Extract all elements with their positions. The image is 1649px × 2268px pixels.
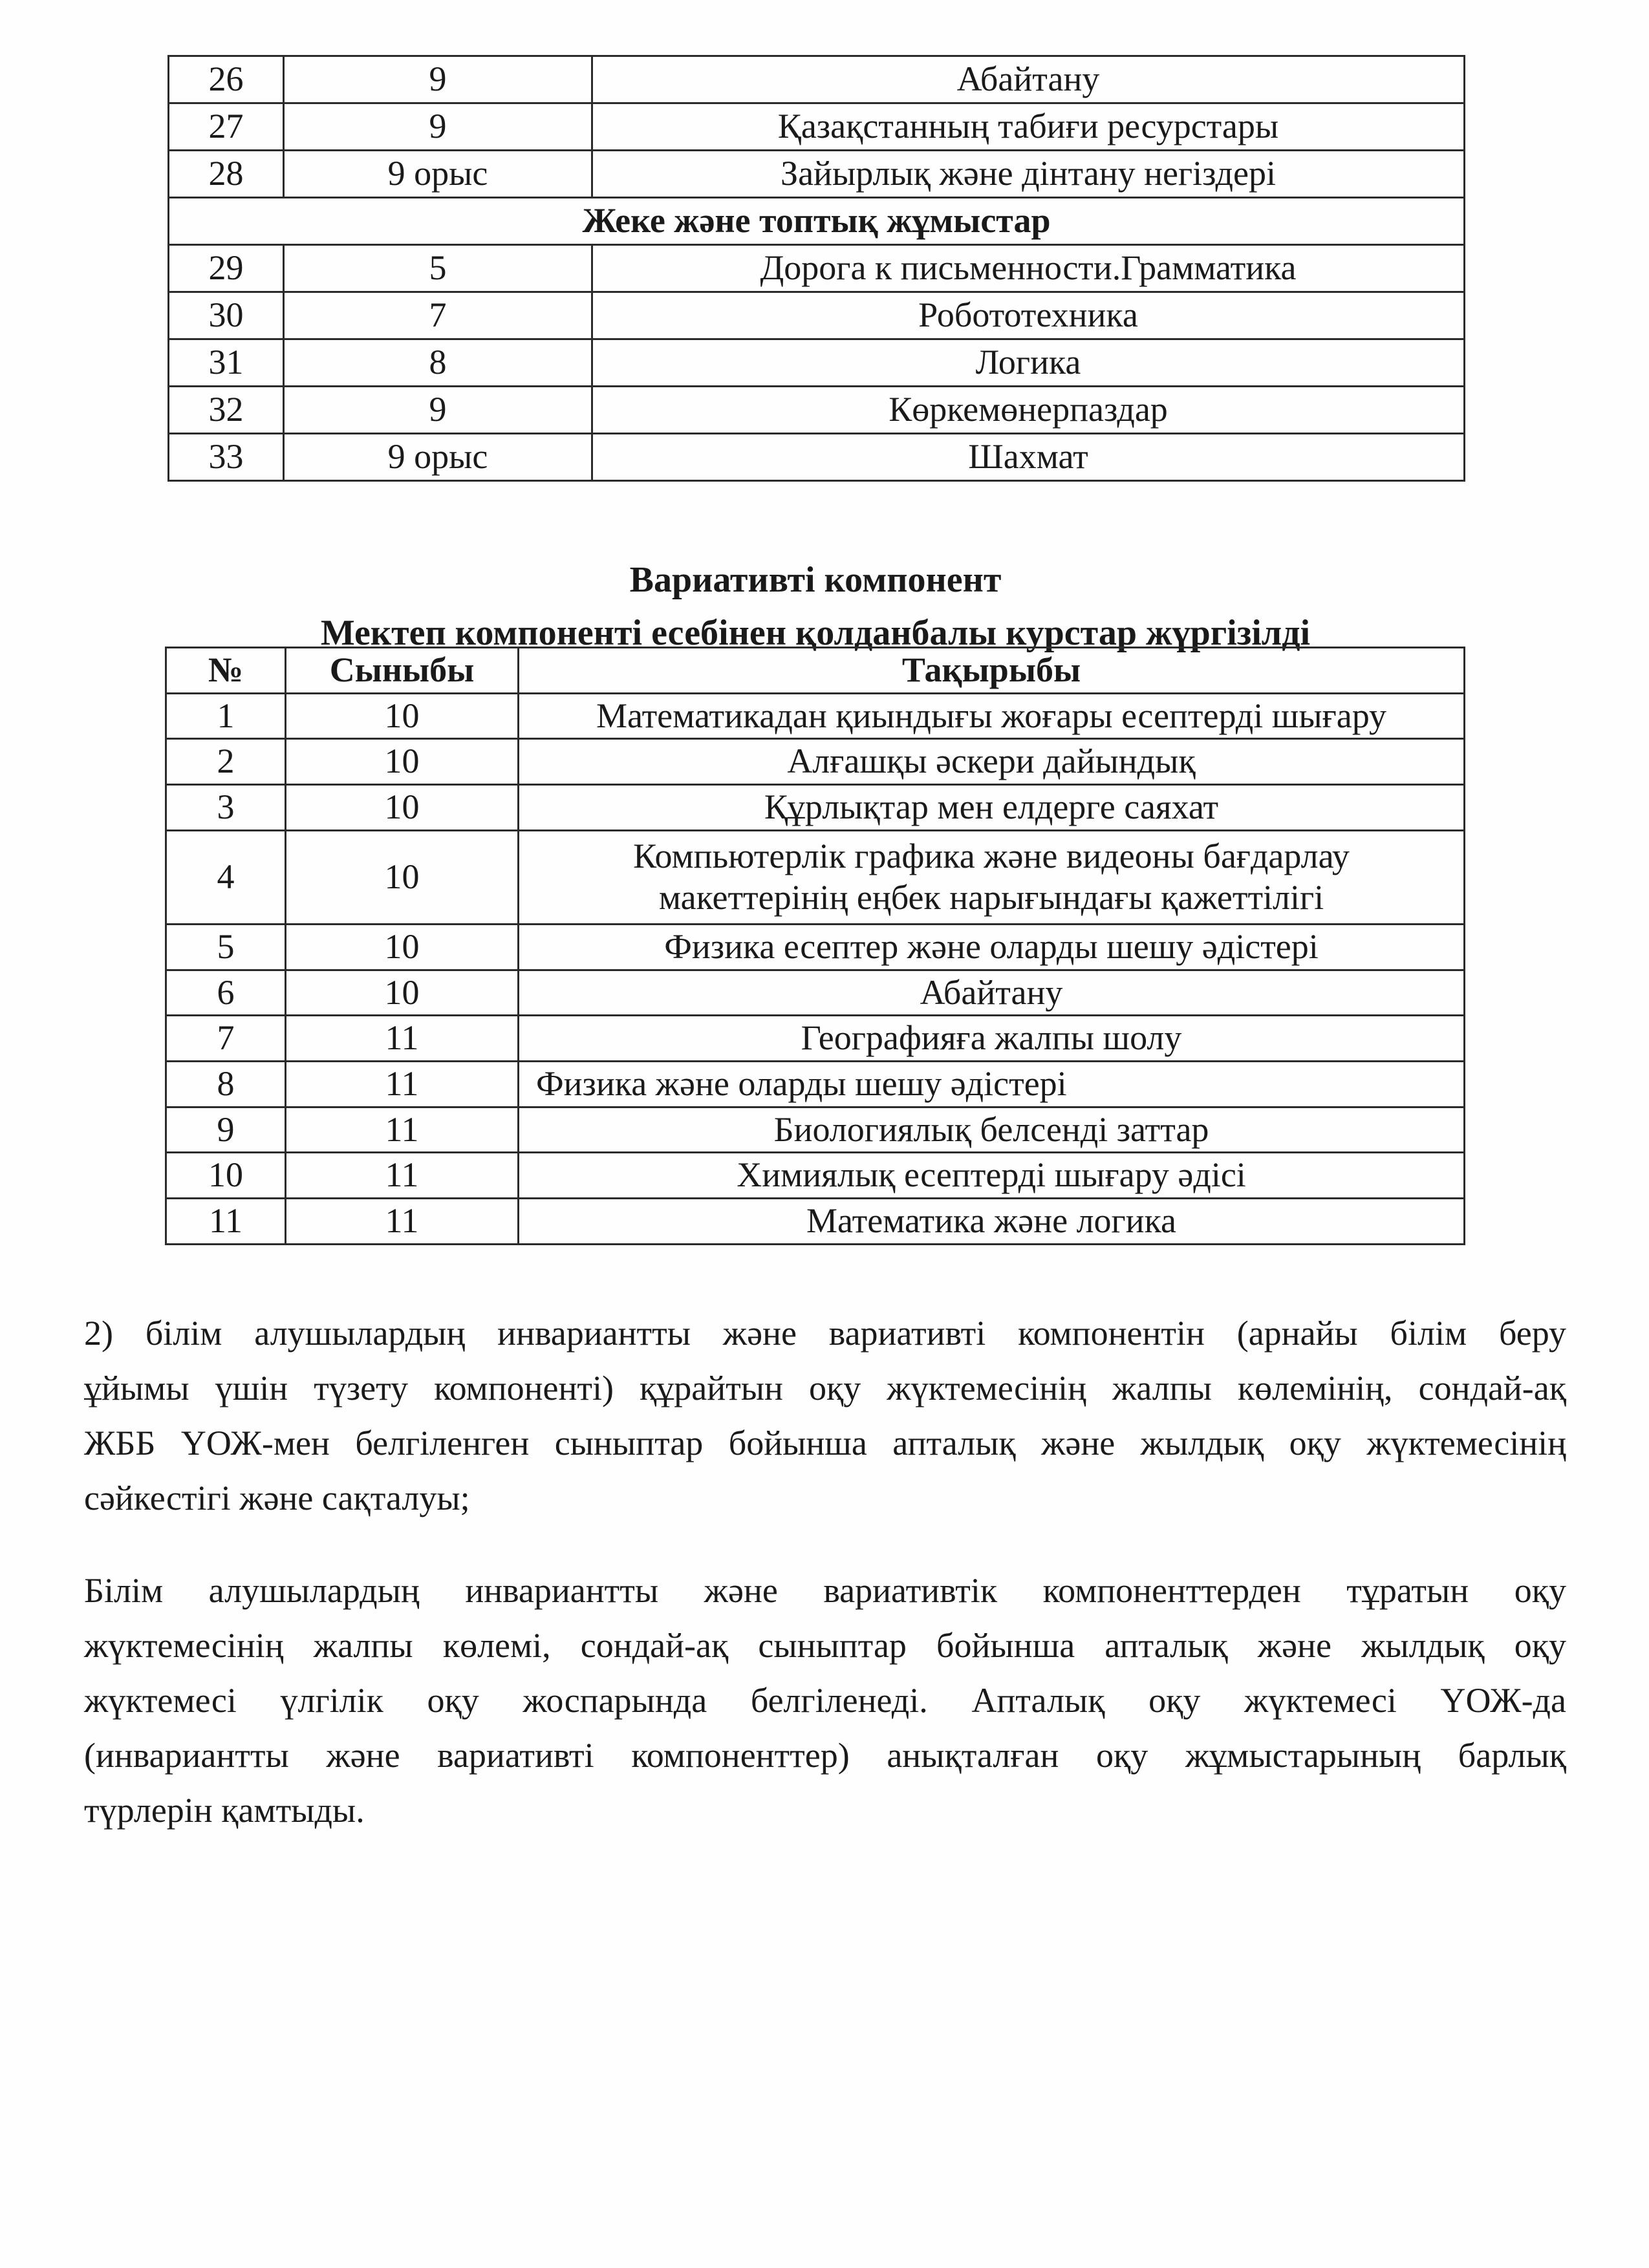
class-cell: 11 bbox=[286, 1107, 519, 1153]
text-line: ұйымы үшін түзету компоненті) құрайтын оқу жүктемесінің жалпы көлемінің, сондай-ақ bbox=[84, 1369, 1566, 1407]
row-no-cell: 1 bbox=[166, 693, 286, 739]
row-no-cell: 10 bbox=[166, 1153, 286, 1199]
table-row bbox=[166, 830, 1465, 924]
row-no-cell: 33 bbox=[169, 434, 284, 481]
topic-cell: Қазақстанның табиғи ресурстары bbox=[592, 103, 1465, 151]
text-line: 2) білім алушылардың инвариантты және вариативті компонентін (арнайы білім беру bbox=[84, 1314, 1566, 1353]
col-header-class: Сыныбы bbox=[286, 648, 519, 694]
class-cell: 9 орыс bbox=[284, 151, 592, 198]
row-no-cell: 9 bbox=[166, 1107, 286, 1153]
table-row bbox=[166, 970, 1465, 1016]
table-merged-row bbox=[169, 198, 1465, 245]
table-row bbox=[166, 924, 1465, 970]
class-cell: 10 bbox=[286, 924, 519, 970]
topic-cell: Биологиялық белсенді заттар bbox=[519, 1107, 1465, 1153]
row-no-cell: 11 bbox=[166, 1199, 286, 1245]
topic-cell: Шахмат bbox=[592, 434, 1465, 481]
class-cell: 9 bbox=[284, 387, 592, 434]
table-row bbox=[166, 1199, 1465, 1245]
class-cell: 11 bbox=[286, 1016, 519, 1062]
class-cell: 9 bbox=[284, 56, 592, 103]
class-cell: 9 bbox=[284, 103, 592, 151]
class-cell: 9 орыс bbox=[284, 434, 592, 481]
class-cell: 10 bbox=[286, 970, 519, 1016]
class-cell: 10 bbox=[286, 830, 519, 924]
row-no-cell: 2 bbox=[166, 739, 286, 785]
section-titles bbox=[167, 553, 1463, 659]
table-header-row bbox=[166, 648, 1465, 694]
class-cell: 5 bbox=[284, 245, 592, 292]
variative-component-table bbox=[165, 647, 1465, 1245]
row-no-cell: 29 bbox=[169, 245, 284, 292]
topic-cell: Алғашқы әскери дайындық bbox=[519, 739, 1465, 785]
row-no-cell: 4 bbox=[166, 830, 286, 924]
topic-cell: Зайырлық және дінтану негіздері bbox=[592, 151, 1465, 198]
col-header-topic: Тақырыбы bbox=[519, 648, 1465, 694]
row-no-cell: 3 bbox=[166, 785, 286, 831]
topic-line: макеттерінің еңбек нарығындағы қажеттілігі bbox=[658, 877, 1324, 917]
group-heading-cell: Жеке және топтық жұмыстар bbox=[169, 198, 1465, 245]
class-cell: 11 bbox=[286, 1062, 519, 1107]
table-row bbox=[166, 785, 1465, 831]
text-line: Білім алушылардың инвариантты және вариативтік компоненттерден тұратын оқу bbox=[84, 1571, 1566, 1610]
topic-cell: Көркемөнерпаздар bbox=[592, 387, 1465, 434]
table-row bbox=[166, 739, 1465, 785]
table-row bbox=[169, 434, 1465, 481]
text-line: түрлерін қамтыды. bbox=[84, 1791, 365, 1830]
topic-cell: Математикадан қиындығы жоғары есептерді шығару bbox=[519, 693, 1465, 739]
row-no-cell: 30 bbox=[169, 292, 284, 339]
row-no-cell: 8 bbox=[166, 1062, 286, 1107]
top-courses-table bbox=[167, 55, 1465, 482]
col-header-no: № bbox=[166, 648, 286, 694]
table-row bbox=[169, 339, 1465, 387]
text-line: жүктемесі үлгілік оқу жоспарында белгіленеді. Апталық оқу жүктемесі ҮОЖ-да bbox=[84, 1681, 1566, 1720]
table-row bbox=[169, 387, 1465, 434]
row-no-cell: 26 bbox=[169, 56, 284, 103]
table-row bbox=[166, 1153, 1465, 1199]
text-line: (инвариантты және вариативті компоненттер) анықталған оқу жұмыстарының барлық bbox=[84, 1736, 1566, 1775]
table-row bbox=[166, 693, 1465, 739]
topic-cell: Физика және оларды шешу әдістері bbox=[519, 1062, 1465, 1107]
topic-cell: Дорога к письменности.Грамматика bbox=[592, 245, 1465, 292]
row-no-cell: 27 bbox=[169, 103, 284, 151]
topic-line: Компьютерлік графика және видеоны бағдарлау bbox=[633, 837, 1350, 876]
topic-cell: Физика есептер және оларды шешу әдістері bbox=[519, 924, 1465, 970]
paragraph-1 bbox=[84, 1306, 1566, 1526]
table-row bbox=[169, 245, 1465, 292]
table-row bbox=[169, 151, 1465, 198]
topic-cell: Құрлықтар мен елдерге саяхат bbox=[519, 785, 1465, 831]
topic-cell: Абайтану bbox=[592, 56, 1465, 103]
row-no-cell: 6 bbox=[166, 970, 286, 1016]
topic-cell: Логика bbox=[592, 339, 1465, 387]
row-no-cell: 28 bbox=[169, 151, 284, 198]
topic-cell: Географияға жалпы шолу bbox=[519, 1016, 1465, 1062]
table-row bbox=[169, 292, 1465, 339]
row-no-cell: 5 bbox=[166, 924, 286, 970]
table-row bbox=[166, 1016, 1465, 1062]
table-row bbox=[166, 1107, 1465, 1153]
row-no-cell: 7 bbox=[166, 1016, 286, 1062]
table-row bbox=[166, 1062, 1465, 1107]
section-subtitle: Мектеп компоненті есебінен қолданбалы курстар жүргізілді bbox=[320, 613, 1311, 653]
class-cell: 7 bbox=[284, 292, 592, 339]
topic-cell: Химиялық есептерді шығару әдісі bbox=[519, 1153, 1465, 1199]
topic-cell bbox=[519, 830, 1465, 924]
topic-cell: Абайтану bbox=[519, 970, 1465, 1016]
text-line: ЖББ ҮОЖ-мен белгіленген сыныптар бойынша апталық және жылдық оқу жүктемесінің bbox=[84, 1424, 1566, 1462]
topic-cell: Робототехника bbox=[592, 292, 1465, 339]
row-no-cell: 31 bbox=[169, 339, 284, 387]
topic-cell: Математика және логика bbox=[519, 1199, 1465, 1245]
paragraph-2 bbox=[84, 1563, 1566, 1838]
class-cell: 11 bbox=[286, 1153, 519, 1199]
class-cell: 11 bbox=[286, 1199, 519, 1245]
table-row bbox=[169, 103, 1465, 151]
section-title: Вариативті компонент bbox=[629, 560, 1002, 600]
text-line: сәйкестігі және сақталуы; bbox=[84, 1479, 470, 1517]
class-cell: 8 bbox=[284, 339, 592, 387]
text-line: жүктемесінің жалпы көлемі, сондай-ақ сыныптар бойынша апталық және жылдық оқу bbox=[84, 1626, 1566, 1665]
class-cell: 10 bbox=[286, 739, 519, 785]
class-cell: 10 bbox=[286, 785, 519, 831]
row-no-cell: 32 bbox=[169, 387, 284, 434]
class-cell: 10 bbox=[286, 693, 519, 739]
table-row bbox=[169, 56, 1465, 103]
